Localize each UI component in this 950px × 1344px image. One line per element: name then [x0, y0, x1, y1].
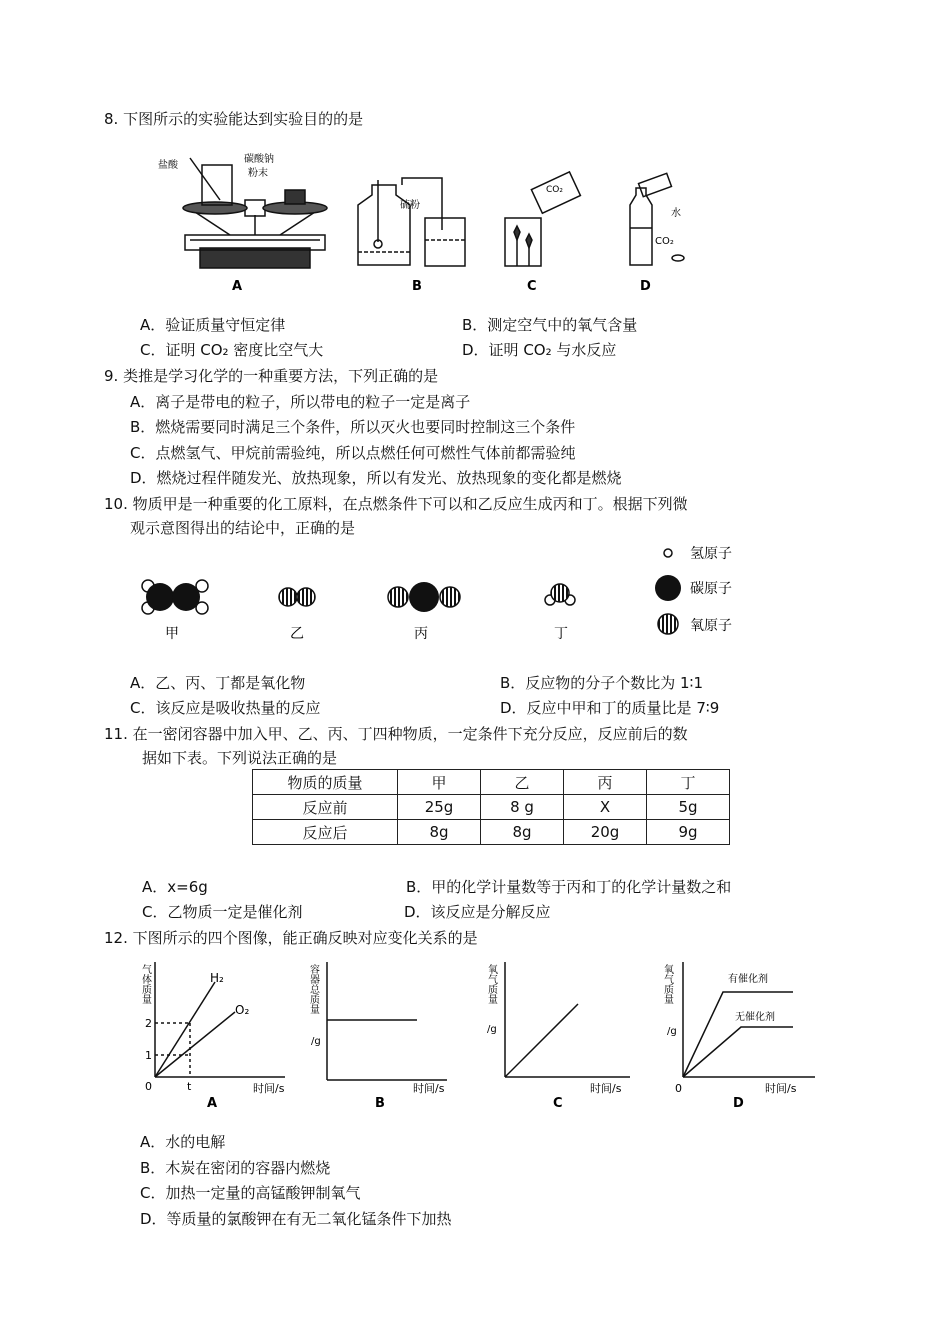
table-cell: X	[564, 795, 647, 820]
legend-hydrogen-icon	[664, 549, 672, 557]
molecule-bing	[388, 582, 460, 612]
table-cell: 8g	[481, 820, 564, 845]
q11-option-d[interactable]: D．该反应是分解反应	[404, 903, 551, 921]
graph-c-letter: C	[553, 1096, 563, 1111]
q9-option-b[interactable]: B．燃烧需要同时满足三个条件，所以灭火也要同时控制这三个条件	[130, 418, 576, 436]
q12-option-b[interactable]: B．木炭在密闭的容器内燃烧	[140, 1159, 331, 1177]
table-header: 物质的质量	[253, 770, 398, 795]
q11-stem-2: 据如下表。下列说法正确的是	[142, 749, 338, 767]
legend-oxygen-icon	[658, 614, 678, 634]
q9-option-d[interactable]: D．燃烧过程伴随发光、放热现象，所以有发光、放热现象的变化都是燃烧	[130, 469, 622, 487]
q12-option-a[interactable]: A．水的电解	[140, 1133, 226, 1151]
graph-a-letter: A	[207, 1096, 218, 1111]
q10-stem-1: 10. 物质甲是一种重要的化工原料，在点燃条件下可以和乙反应生成丙和丁。根据下列微	[104, 495, 688, 513]
graph-a-h2-line	[155, 982, 215, 1077]
graph-a-y2: 2	[145, 1017, 152, 1030]
label-jia: 甲	[165, 626, 179, 642]
q11-option-a[interactable]: A．x=6g	[142, 878, 208, 896]
graph-d-catalyst-line	[683, 992, 793, 1077]
graph-c-ylabel: 氧气质量	[485, 964, 497, 1004]
q8-option-b[interactable]: B．测定空气中的氧气含量	[462, 316, 638, 334]
table-header: 丙	[564, 770, 647, 795]
graph-a-o2-line	[155, 1012, 235, 1077]
fig-letter-c: C	[527, 279, 537, 294]
table-cell: 9g	[647, 820, 730, 845]
graph-c-xlabel: 时间/s	[590, 1082, 622, 1095]
graph-a-h2: H₂	[210, 971, 224, 985]
graph-a-xlabel: 时间/s	[253, 1082, 285, 1095]
graph-d-origin: 0	[675, 1082, 682, 1095]
label-sulfur: 硫粉	[400, 200, 420, 211]
graph-d-xlabel: 时间/s	[765, 1082, 797, 1095]
graph-a-ylabel: 气体质量	[139, 964, 151, 1004]
graph-b-letter: B	[375, 1096, 385, 1111]
q9-option-a[interactable]: A．离子是带电的粒子，所以带电的粒子一定是离子	[130, 393, 471, 411]
q8-figure	[150, 140, 710, 300]
label-hcl: 盐酸	[158, 160, 178, 171]
molecule-diagram	[130, 538, 770, 648]
graph-a-origin: 0	[145, 1080, 152, 1093]
label-water: 水	[671, 208, 681, 219]
legend-carbon: 碳原子	[690, 581, 732, 597]
fig-letter-a: A	[232, 279, 243, 294]
q8-stem: 8. 下图所示的实验能达到实验目的的是	[104, 110, 364, 128]
graph-c-line	[505, 1004, 578, 1077]
graph-b-ylabel: 容器总质量	[307, 964, 319, 1014]
flask-figure	[358, 178, 465, 266]
table-header-row	[253, 770, 730, 795]
label-yi: 乙	[290, 626, 304, 642]
q8-option-a[interactable]: A．验证质量守恒定律	[140, 316, 286, 334]
q12-graphs	[135, 952, 825, 1112]
graph-a-o2: O₂	[235, 1003, 250, 1017]
candle-beaker-figure	[505, 172, 580, 266]
q11-stem-1: 11. 在一密闭容器中加入甲、乙、丙、丁四种物质，一定条件下充分反应，反应前后的数	[104, 725, 688, 743]
table-row	[253, 795, 730, 820]
q10-option-a[interactable]: A．乙、丙、丁都是氧化物	[130, 674, 306, 692]
q8-option-c[interactable]: C．证明 CO₂ 密度比空气大	[140, 341, 324, 359]
label-na2co3: 碳酸钠	[244, 154, 274, 165]
q10-option-b[interactable]: B．反应物的分子个数比为 1∶1	[500, 674, 704, 692]
q12-option-d[interactable]: D．等质量的氯酸钾在有无二氧化锰条件下加热	[140, 1210, 452, 1228]
graph-c-unit: /g	[487, 1024, 497, 1035]
graph-d-no-catalyst-line	[683, 1027, 793, 1077]
graph-b-xlabel: 时间/s	[413, 1082, 445, 1095]
graph-a-t: t	[187, 1080, 192, 1093]
table-header: 甲	[398, 770, 481, 795]
label-bing: 丙	[414, 626, 428, 642]
graph-d-without-cat: 无催化剂	[735, 1012, 775, 1023]
fig-letter-d: D	[640, 279, 651, 294]
label-co2-d: CO₂	[655, 236, 674, 247]
mass-table	[252, 769, 730, 845]
graph-d-unit: /g	[667, 1026, 677, 1037]
q12-option-c[interactable]: C．加热一定量的高锰酸钾制氧气	[140, 1184, 361, 1202]
bottle-figure	[630, 173, 684, 265]
table-cell: 8 g	[481, 795, 564, 820]
molecule-yi	[279, 588, 315, 606]
molecule-ding	[545, 584, 575, 605]
graph-d-ylabel: 氧气质量	[661, 964, 673, 1004]
q11-option-b[interactable]: B．甲的化学计量数等于丙和丁的化学计量数之和	[406, 878, 732, 896]
graph-b	[327, 962, 447, 1080]
fig-letter-b: B	[412, 279, 422, 294]
table-header: 丁	[647, 770, 730, 795]
legend	[655, 546, 732, 634]
table-cell: 20g	[564, 820, 647, 845]
q8-option-d[interactable]: D．证明 CO₂ 与水反应	[462, 341, 617, 359]
label-powder: 粉末	[248, 168, 268, 179]
table-cell: 8g	[398, 820, 481, 845]
graph-b-unit: /g	[311, 1036, 321, 1047]
graph-c	[505, 962, 630, 1077]
molecule-jia	[142, 580, 208, 614]
q9-stem: 9. 类推是学习化学的一种重要方法，下列正确的是	[104, 367, 439, 385]
q10-stem-2: 观示意图得出的结论中，正确的是	[130, 519, 356, 537]
table-cell: 5g	[647, 795, 730, 820]
table-header: 乙	[481, 770, 564, 795]
table-cell: 反应后	[253, 820, 398, 845]
graph-d-with-cat: 有催化剂	[728, 974, 768, 985]
table-cell: 反应前	[253, 795, 398, 820]
label-co2-c: CO₂	[546, 185, 563, 195]
table-row	[253, 820, 730, 845]
q12-stem: 12. 下图所示的四个图像，能正确反映对应变化关系的是	[104, 929, 478, 947]
table-cell: 25g	[398, 795, 481, 820]
q11-option-c[interactable]: C．乙物质一定是催化剂	[142, 903, 303, 921]
q10-option-d[interactable]: D．反应中甲和丁的质量比是 7∶9	[500, 699, 720, 717]
graph-a-y1: 1	[145, 1049, 152, 1062]
q9-option-c[interactable]: C．点燃氢气、甲烷前需验纯，所以点燃任何可燃性气体前都需验纯	[130, 444, 576, 462]
legend-oxygen: 氧原子	[690, 618, 732, 634]
legend-hydrogen: 氢原子	[690, 546, 732, 562]
label-ding: 丁	[554, 626, 568, 642]
legend-carbon-icon	[655, 575, 681, 601]
graph-d-letter: D	[733, 1096, 744, 1111]
q10-option-c[interactable]: C．该反应是吸收热量的反应	[130, 699, 321, 717]
